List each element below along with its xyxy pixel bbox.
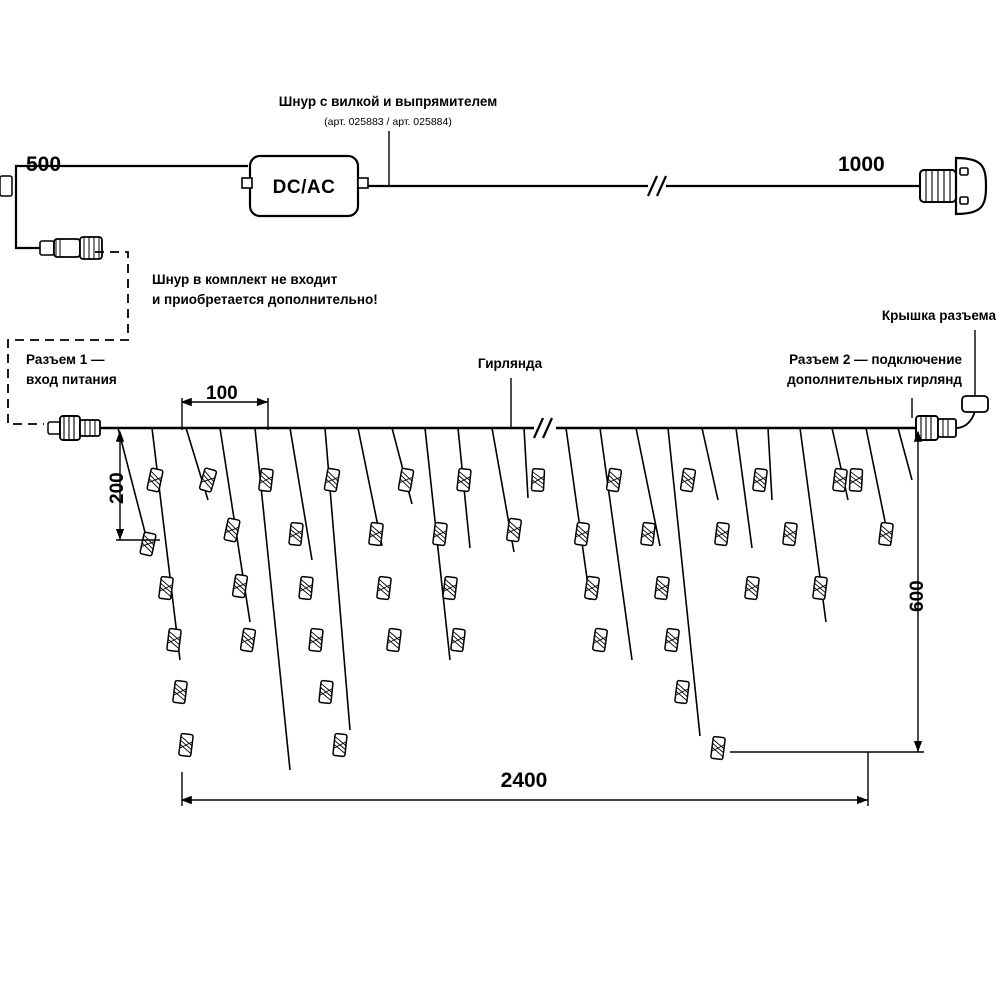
led-strands: [118, 428, 912, 770]
garland-break-mark: [534, 418, 552, 438]
dim-left-cord-500: 500: [26, 153, 62, 176]
connector1-label-line1: Разъем 1 —: [26, 352, 105, 367]
dim-spacing-label-100: 100: [206, 383, 238, 404]
garland-label: Гирлянда: [477, 356, 543, 371]
cord-connector-plugend: [40, 237, 102, 259]
connector1-label-line2: вход питания: [26, 372, 117, 387]
connector-cap-icon: [956, 396, 988, 428]
not-included-line1: Шнур в комплект не входит: [152, 272, 338, 287]
connector2-label-line1: Разъем 2 — подключение: [789, 352, 962, 367]
cord-break-mark: [648, 176, 666, 196]
dim-drop-label-600: 600: [907, 580, 928, 612]
not-included-dashed-path: [8, 252, 128, 424]
connector2-label-line2: дополнительных гирлянд: [787, 372, 962, 387]
connector-cap-label: Крышка разъема: [881, 308, 996, 323]
connector-1-power-input: [48, 416, 100, 440]
rectifier-label: DC/AC: [272, 177, 336, 198]
not-included-line2: и приобретается дополнительно!: [152, 292, 378, 307]
dim-right-cord-1000: 1000: [838, 153, 885, 176]
dim-total-label-2400: 2400: [500, 769, 548, 792]
cord-article-label: (арт. 025883 / арт. 025884): [324, 116, 452, 128]
power-cord-path: [16, 166, 930, 248]
connector-2-extension: [916, 416, 956, 440]
dim-drop-label-200: 200: [107, 472, 128, 504]
cord-title-label: Шнур с вилкой и выпрямителем: [278, 94, 498, 109]
